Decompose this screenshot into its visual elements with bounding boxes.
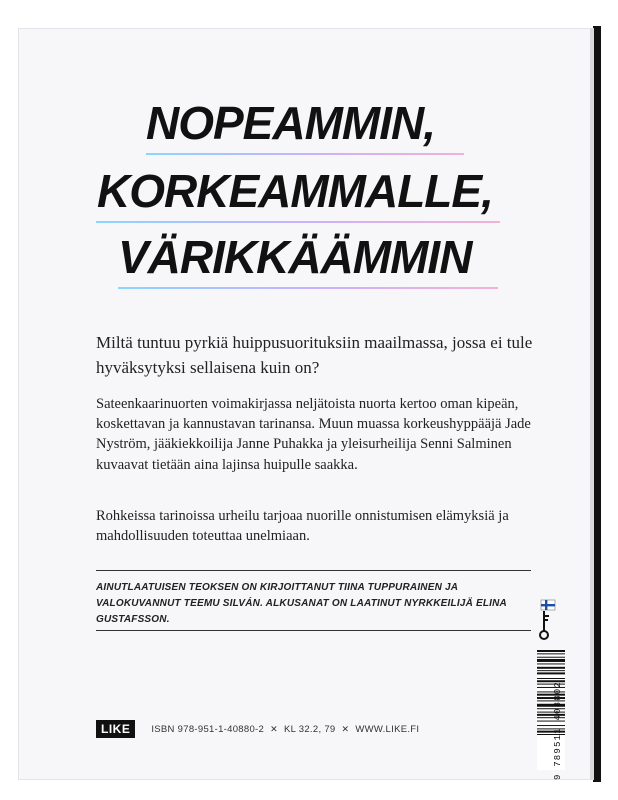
classification-text: KL 32.2, 79 — [283, 723, 336, 735]
divider — [96, 630, 531, 631]
title-underline-3 — [118, 287, 498, 289]
title-line-3: VÄRIKKÄÄMMIN — [118, 231, 472, 283]
divider — [96, 570, 531, 571]
finnish-flag-icon — [541, 600, 555, 610]
publisher-footer — [96, 720, 419, 738]
title-underline-1 — [146, 153, 464, 155]
separator-icon: ✕ — [270, 723, 278, 734]
barcode-number: 9 789511 408802 — [553, 680, 563, 780]
publisher-logo: LIKE — [96, 720, 135, 738]
key-icon — [537, 598, 557, 642]
cover-edge — [590, 28, 594, 780]
website-text: WWW.LIKE.FI — [355, 723, 420, 735]
credits-text: AINUTLAATUISEN TEOKSEN ON KIRJOITTANUT TIINA TUPPURAINEN JA VALOKUVANNUT TEEMU SILVÁN. ALKUSANAT ON LAATINUT NYRKKEILIJÄ ELINA GUSTAFSSON. — [96, 582, 507, 625]
title-line-2: KORKEAMMALLE, — [97, 165, 493, 217]
body-paragraph: Rohkeissa tarinoissa urheilu tarjoaa nuorille onnistumisen elämyksiä ja mahdollisuuden toteuttaa unelmiaan. — [96, 508, 509, 545]
title-line-1: NOPEAMMIN, — [146, 97, 435, 149]
separator-icon: ✕ — [341, 723, 350, 734]
book-spine — [593, 26, 601, 782]
body-paragraph: Sateenkaarinuorten voimakirjassa neljätoista nuorta kertoo oman kipeän, koskettavan ja kannustavan tarinansa. Muun muassa korkeushyppääjä Jade Nyström, jääkiekkoilija Janne Puhakka ja yleisurheilija Senni Salminen kuvaavat tietään aina lajinsa huipulle saakka. — [96, 396, 531, 473]
title-underline-2 — [96, 221, 500, 223]
isbn-text: ISBN 978-951-1-40880-2 — [151, 723, 265, 735]
lead-text: Miltä tuntuu pyrkiä huippusuorituksiin maailmassa, jossa ei tule hyväksytyksi sellaisena kuin on? — [96, 333, 533, 377]
